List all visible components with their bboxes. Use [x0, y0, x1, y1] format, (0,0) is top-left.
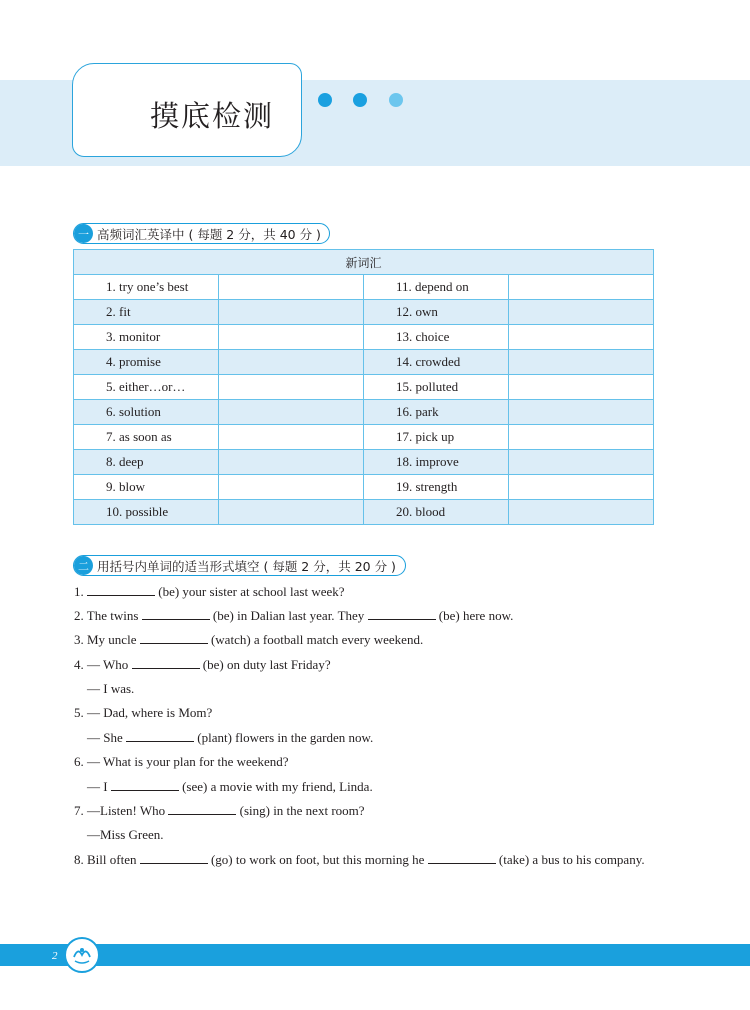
footer-band: [0, 944, 750, 966]
vocab-word: 17. pick up: [364, 425, 509, 450]
vocab-word: 19. strength: [364, 475, 509, 500]
exercise-line: —Miss Green.: [87, 827, 164, 842]
vocab-word: 12. own: [364, 300, 509, 325]
vocab-word: 11. depend on: [364, 275, 509, 300]
vocab-word: 7. as soon as: [74, 425, 219, 450]
vocab-word: 9. blow: [74, 475, 219, 500]
answer-blank[interactable]: [111, 779, 179, 791]
exercise-line: — She (plant) flowers in the garden now.: [87, 730, 374, 745]
answer-cell[interactable]: [509, 425, 654, 450]
exercise-line: 7. —Listen! Who (sing) in the next room?: [74, 803, 365, 818]
exercise-line: 5. — Dad, where is Mom?: [74, 705, 213, 720]
answer-cell[interactable]: [509, 400, 654, 425]
answer-blank[interactable]: [87, 584, 155, 596]
answer-blank[interactable]: [140, 632, 208, 644]
answer-cell[interactable]: [219, 275, 364, 300]
exercise-line: 2. The twins (be) in Dalian last year. They (be) here now.: [74, 608, 514, 623]
answer-cell[interactable]: [509, 300, 654, 325]
answer-cell[interactable]: [219, 475, 364, 500]
vocab-word: 3. monitor: [74, 325, 219, 350]
answer-blank[interactable]: [132, 657, 200, 669]
section-2-heading: [73, 555, 406, 576]
table-row: [74, 450, 654, 475]
decor-dot-1: [318, 93, 332, 107]
exercise-line: 4. — Who (be) on duty last Friday?: [74, 657, 331, 672]
page-title: 摸底检测: [150, 99, 275, 133]
answer-cell[interactable]: [509, 500, 654, 525]
vocab-word: 8. deep: [74, 450, 219, 475]
answer-blank[interactable]: [126, 730, 194, 742]
answer-blank[interactable]: [428, 852, 496, 864]
exercise-line: — I (see) a movie with my friend, Linda.: [87, 779, 373, 794]
vocab-word: 20. blood: [364, 500, 509, 525]
section-2-title: 用括号内单词的适当形式填空 ( 每题 2 分，共 20 分 ): [97, 558, 396, 574]
vocab-word: 16. park: [364, 400, 509, 425]
answer-cell[interactable]: [219, 350, 364, 375]
vocab-word: 15. polluted: [364, 375, 509, 400]
exercise-line: — I was.: [87, 681, 135, 696]
vocab-word: 13. choice: [364, 325, 509, 350]
answer-blank[interactable]: [168, 803, 236, 815]
answer-blank[interactable]: [140, 852, 208, 864]
section-1-number: 一: [74, 224, 93, 243]
table-row: [74, 425, 654, 450]
answer-blank[interactable]: [142, 608, 210, 620]
section-1-heading: [73, 223, 330, 244]
vocab-word: 10. possible: [74, 500, 219, 525]
table-row: [74, 375, 654, 400]
exercise-line: 3. My uncle (watch) a football match every weekend.: [74, 632, 424, 647]
answer-blank[interactable]: [368, 608, 436, 620]
answer-cell[interactable]: [509, 350, 654, 375]
vocab-word: 6. solution: [74, 400, 219, 425]
vocab-word: 4. promise: [74, 350, 219, 375]
table-row: [74, 325, 654, 350]
section-2-number: 二: [74, 556, 93, 575]
answer-cell[interactable]: [219, 400, 364, 425]
table-row: [74, 400, 654, 425]
vocab-table: [73, 249, 654, 525]
table-row: [74, 275, 654, 300]
answer-cell[interactable]: [219, 300, 364, 325]
section-1-title: 高频词汇英译中 ( 每题 2 分，共 40 分 ): [97, 226, 321, 242]
table-row: [74, 350, 654, 375]
exercise-line: 1. (be) your sister at school last week?: [74, 584, 345, 599]
vocab-word: 1. try one’s best: [74, 275, 219, 300]
vocab-word: 18. improve: [364, 450, 509, 475]
decor-dot-3: [389, 93, 403, 107]
answer-cell[interactable]: [219, 500, 364, 525]
table-row: [74, 300, 654, 325]
decor-dot-2: [353, 93, 367, 107]
answer-cell[interactable]: [219, 375, 364, 400]
vocab-word: 14. crowded: [364, 350, 509, 375]
answer-cell[interactable]: [509, 475, 654, 500]
logo-icon: [64, 937, 100, 973]
answer-cell[interactable]: [219, 425, 364, 450]
answer-cell[interactable]: [219, 325, 364, 350]
vocab-table-header: 新词汇: [74, 250, 654, 275]
exercise-line: 8. Bill often (go) to work on foot, but this morning he (take) a bus to his company.: [74, 852, 645, 867]
vocab-word: 2. fit: [74, 300, 219, 325]
answer-cell[interactable]: [219, 450, 364, 475]
answer-cell[interactable]: [509, 325, 654, 350]
table-row: [74, 475, 654, 500]
exercise-line: 6. — What is your plan for the weekend?: [74, 754, 289, 769]
answer-cell[interactable]: [509, 275, 654, 300]
answer-cell[interactable]: [509, 450, 654, 475]
vocab-word: 5. either…or…: [74, 375, 219, 400]
table-row: [74, 500, 654, 525]
page-number: 2: [52, 950, 58, 962]
answer-cell[interactable]: [509, 375, 654, 400]
